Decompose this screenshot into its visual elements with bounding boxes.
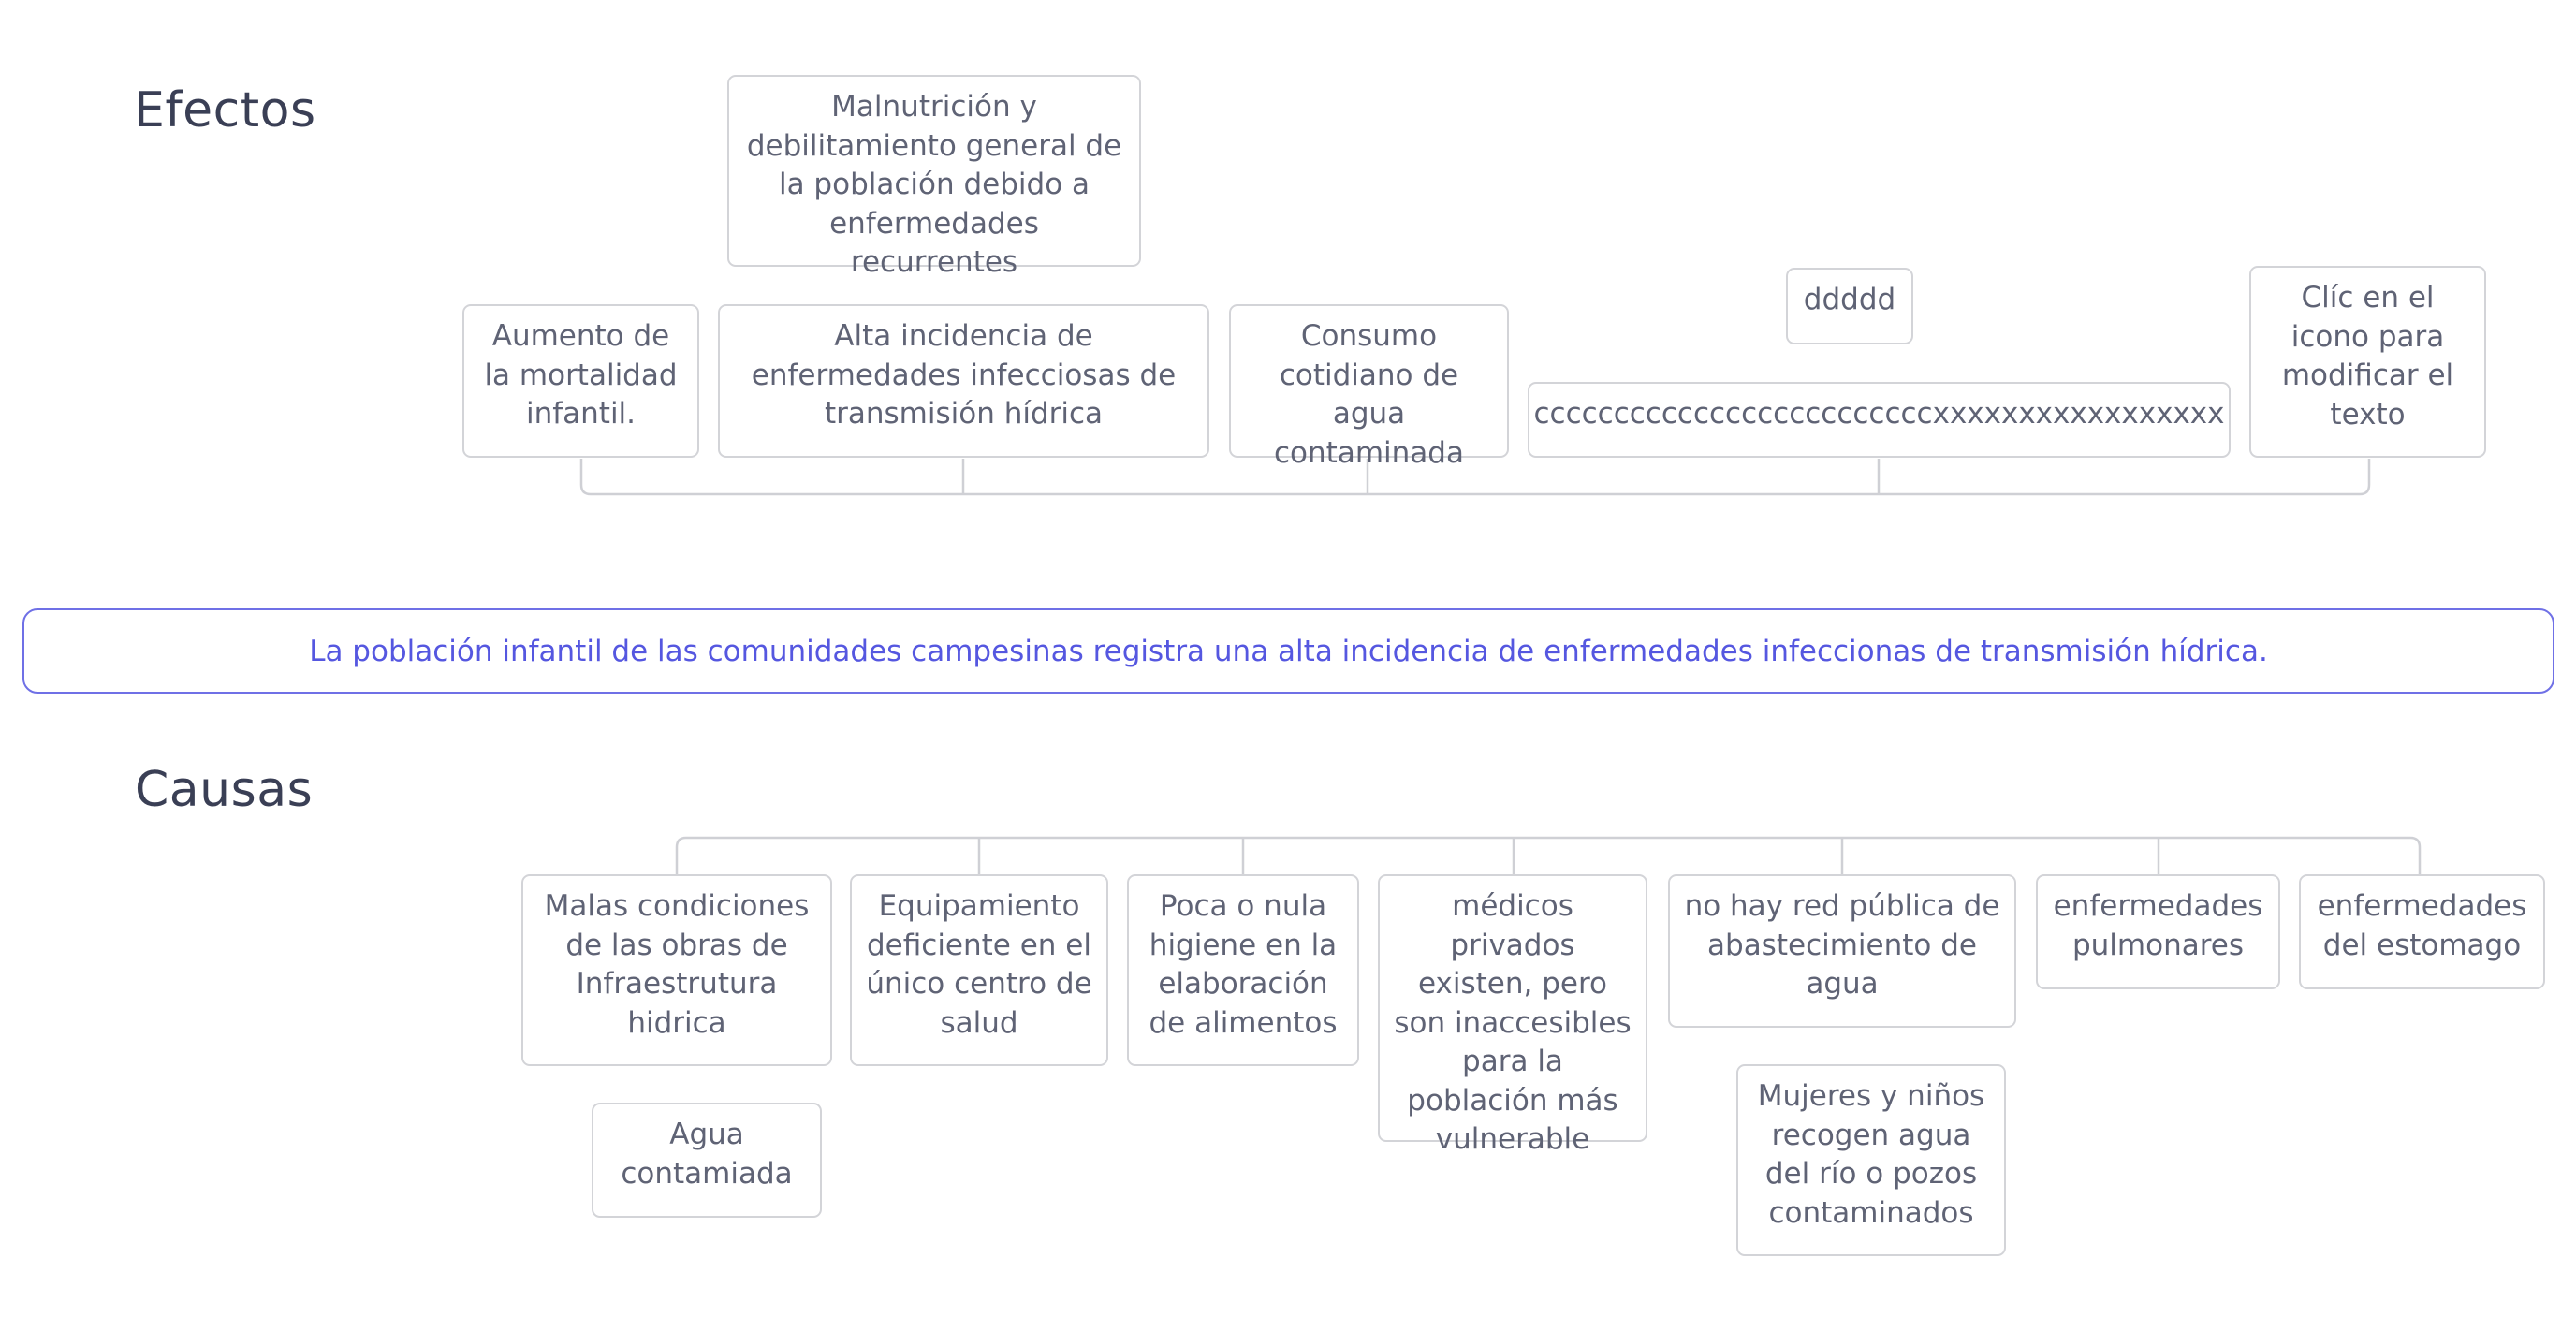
effect-node-label: Alta incidencia de enfermedades infecciosas de transmisión hídrica bbox=[751, 319, 1177, 431]
effects-heading: Efectos bbox=[134, 82, 316, 139]
central-problem-text: La población infantil de las comunidades campesinas registra una alta incidencia de enfermedades infeccionas de transmisión hídrica. bbox=[309, 634, 2268, 668]
cause-node-private-doctors[interactable] bbox=[1378, 874, 1647, 1156]
effect-node-contaminated-water[interactable] bbox=[1229, 304, 1509, 470]
cause-node-label: médicos privados existen, pero son inaccesibles para la población más vulnerable bbox=[1394, 889, 1632, 1156]
effect-node-mortality[interactable] bbox=[462, 304, 699, 458]
effect-node-label: ddddd bbox=[1803, 283, 1896, 316]
effect-node-ddddd[interactable] bbox=[1786, 268, 1913, 344]
effect-node-edit-hint[interactable] bbox=[2249, 266, 2486, 458]
cause-node-label: no hay red pública de abastecimiento de agua bbox=[1684, 889, 2000, 1001]
cause-node-infrastructure[interactable] bbox=[521, 874, 832, 1066]
effect-node-infectious-diseases[interactable] bbox=[718, 304, 1209, 458]
cause-node-label: enfermedades del estomago bbox=[2317, 889, 2527, 962]
cause-node-health-center[interactable] bbox=[850, 874, 1108, 1066]
cause-node-pulmonary[interactable] bbox=[2036, 874, 2280, 989]
cause-node-label: Malas condiciones de las obras de Infraestrutura hidrica bbox=[544, 889, 810, 1040]
cause-node-label: Poca o nula higiene en la elaboración de alimentos bbox=[1149, 889, 1338, 1040]
cause-node-label: Equipamiento deficiente en el único centro de salud bbox=[866, 889, 1092, 1040]
cause-node-label: enfermedades pulmonares bbox=[2053, 889, 2263, 962]
cause-node-stomach[interactable] bbox=[2299, 874, 2545, 989]
effect-node-label: cccccccccccccccccccccccccxxxxxxxxxxxxxxxxx bbox=[1533, 397, 2225, 431]
effect-node-malnutrition[interactable] bbox=[727, 75, 1141, 279]
effect-node-label: Consumo cotidiano de agua contaminada bbox=[1274, 319, 1464, 470]
effect-node-label: Aumento de la mortalidad infantil. bbox=[484, 319, 678, 431]
cause-node-water-collection[interactable] bbox=[1736, 1064, 2006, 1256]
central-problem[interactable] bbox=[22, 608, 2554, 694]
cause-node-contaminated-water[interactable] bbox=[592, 1103, 822, 1218]
cause-node-water-network[interactable] bbox=[1668, 874, 2016, 1028]
cause-node-label: Agua contamiada bbox=[621, 1118, 793, 1191]
effect-node-placeholder-long[interactable] bbox=[1528, 382, 2231, 458]
causes-heading: Causas bbox=[135, 762, 314, 818]
cause-node-food-hygiene[interactable] bbox=[1127, 874, 1359, 1066]
cause-node-label: Mujeres y niños recogen agua del río o pozos contaminados bbox=[1757, 1079, 1985, 1230]
effect-node-label: Malnutrición y debilitamiento general de la población debido a enfermedades recurrentes bbox=[746, 90, 1122, 279]
effect-node-label: Clíc en el icono para modificar el texto bbox=[2281, 281, 2454, 431]
